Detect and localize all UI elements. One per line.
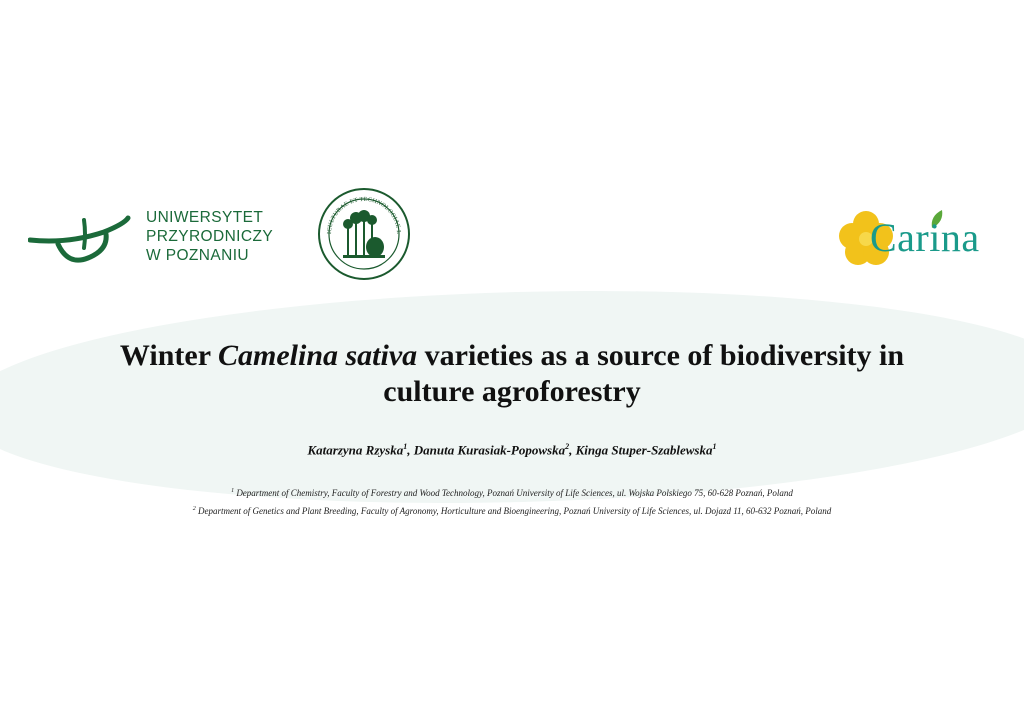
- title-text: Winter: [119, 339, 218, 372]
- university-name-line: PRZYRODNICZY: [146, 228, 274, 245]
- title-line-1: [0, 338, 1024, 374]
- project-logo: [836, 206, 996, 276]
- university-seal-icon: [317, 187, 411, 281]
- author-affiliation-mark: 1: [403, 442, 408, 451]
- author-affiliation-mark: 2: [565, 442, 570, 451]
- university-seal: [317, 187, 411, 281]
- poster-title: [0, 338, 1024, 410]
- affiliation: [0, 506, 1024, 516]
- university-name-line: UNIWERSYTET: [146, 209, 264, 226]
- title-text: varieties as a source of biodiversity in: [417, 339, 905, 372]
- affiliation-number: 1: [231, 488, 235, 494]
- affiliation-text: Department of Genetics and Plant Breeding, Faculty of Agronomy, Horticulture and Bioengineering, Poznań University of Life Sciences, ul. Dojazd 11, 60-632 Poznań, Poland: [195, 506, 832, 516]
- svg-text:SILVICULTURAE ET TECHNOLOGIAE: ICULTURAE ET TECHNOLOGIAE L: [325, 195, 403, 235]
- project-logo-word: Carina: [870, 215, 980, 260]
- author-affiliation-mark: 1: [712, 442, 717, 451]
- author-list: [0, 442, 1024, 458]
- author-separator: ,: [407, 442, 414, 458]
- author-name: Kinga Stuper-Szablewska: [575, 442, 713, 458]
- author-name: Danuta Kurasiak-Popowska: [413, 442, 566, 458]
- author-name: Katarzyna Rzyska: [307, 442, 404, 458]
- affiliation-text: Department of Chemistry, Faculty of Forestry and Wood Technology, Poznań University of Life Sciences, ul. Wojska Polskiego 75, 60-628 Poznań, Poland: [234, 488, 793, 498]
- university-name: [146, 208, 273, 265]
- author-separator: ,: [569, 442, 576, 458]
- affiliation: [0, 488, 1024, 498]
- affiliation-number: 2: [192, 506, 196, 512]
- university-arc-logo-icon: [28, 214, 138, 266]
- title-species: Camelina sativa: [217, 339, 418, 372]
- university-logo: [28, 208, 298, 272]
- university-name-line: W POZNANIU: [146, 247, 250, 264]
- title-line-2: culture agroforestry: [383, 375, 641, 408]
